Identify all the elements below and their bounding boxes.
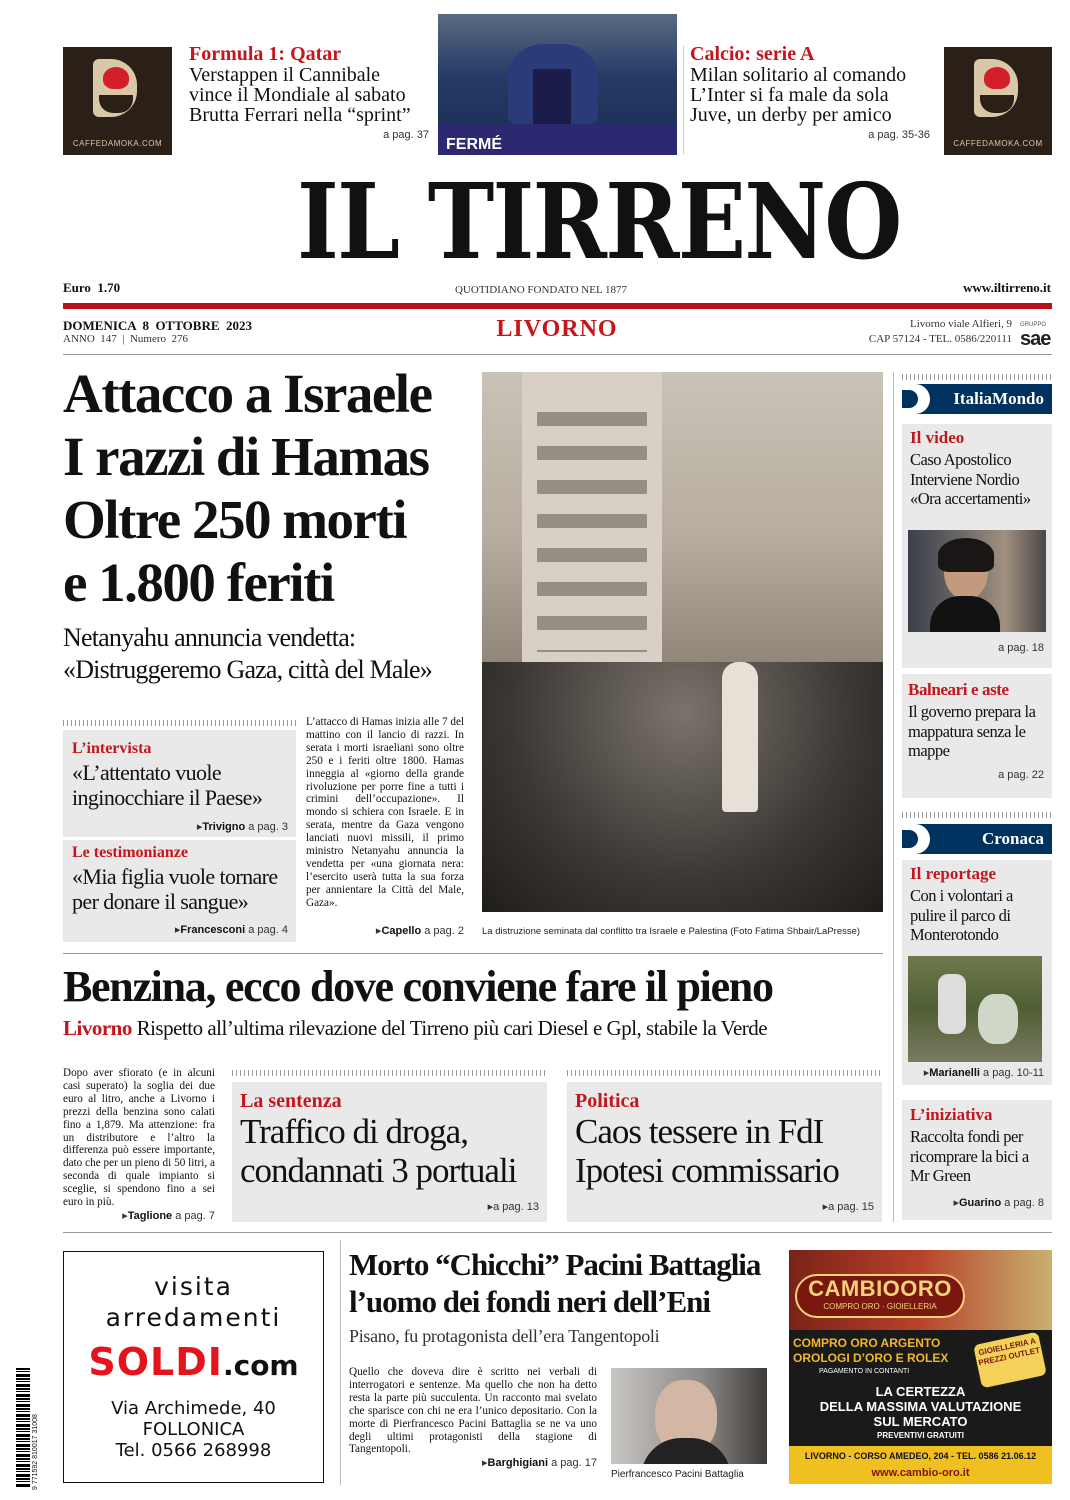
ad-line: SUL MERCATO — [873, 1414, 968, 1429]
sidebar-rule — [893, 372, 894, 1222]
tld: .com — [222, 1349, 299, 1382]
page-ref: a pag. 18 — [998, 642, 1044, 654]
author: Taglione — [127, 1210, 173, 1222]
page-ref: a pag. 4 — [248, 924, 288, 936]
item-title: Raccolta fondi per ricomprare la bici a Mr Green — [910, 1127, 1029, 1185]
ad-line: COMPRO ORO ARGENTO — [793, 1336, 941, 1350]
dots-rule — [63, 720, 296, 726]
address2: CAP 57124 - TEL. 0586/220111 — [868, 333, 1012, 345]
lead-byline: ▸Capello a pag. 2 — [375, 925, 464, 937]
brand-badge — [795, 1274, 965, 1318]
byline: ▸Marianelli a pag. 10-11 — [923, 1067, 1044, 1079]
pacini-headline[interactable] — [349, 1246, 779, 1320]
ad-line: DELLA MASSIMA VALUTAZIONE — [819, 1399, 1022, 1414]
title-line: Caos tessere in FdI — [575, 1112, 824, 1151]
kicker: La sentenza — [240, 1090, 342, 1112]
headline-line: Oltre 250 morti — [63, 489, 407, 550]
page-text: a pag. 13 — [493, 1201, 539, 1213]
top-story-calcio[interactable] — [690, 44, 930, 141]
line: Brutta Ferrari nella “sprint” — [189, 104, 411, 126]
subhead-line: Netanyahu annuncia vendetta: — [63, 623, 356, 652]
divider — [683, 46, 684, 154]
body-text: L’attacco di Hamas inizia alle 7 del mattino con il lancio di razzi. In serata i morti israeliani sono oltre 250 e i feriti oltre 1800. Hamas inneggia al «giorno della grande rivoluzione per porre fine a tutti i crimini dell’occupazione». Il mondo si schiera con Israele. E in serata, mentre da Gaza vengono lanciati nuovi missili, il primo ministro Netanyahu annuncia la vendetta per «una giornata nera: l’esercito userà tutta la sua forza per annientare la Città del Male, Gaza». — [306, 716, 465, 909]
side-item-balneari[interactable] — [902, 674, 1052, 798]
box-intervista[interactable] — [63, 730, 296, 837]
lead-body — [306, 716, 464, 910]
ad-tel: Tel. 0566 268998 — [115, 1440, 272, 1461]
headline-line: e 1.800 feriti — [63, 552, 334, 613]
title-line: condannati 3 portuali — [240, 1151, 517, 1190]
body-text: Quello che doveva dire è scritto nei verbali di interrogatori e sentenze. Ma quello che non ha detto resta la parte più succulenta. Un racconto mai svelato che sparisce con chi ne era l’unico depositario. Con la morte di Pierfrancesco Pacini Battaglia se ne va uno degli ultimi protagonisti della stagione di Tangentopoli. — [349, 1366, 597, 1456]
dots-rule — [567, 1070, 882, 1076]
box-title: «L’attentato vuole inginocchiare il Paese» — [72, 760, 263, 810]
ad-caffe-right[interactable] — [944, 47, 1052, 155]
soldi-logo — [64, 1340, 323, 1384]
kicker: Le testimonianze — [72, 844, 188, 861]
masthead-title: IL TIRRENO — [297, 160, 901, 283]
box-title: «Mia figlia vuole tornare per donare il sangue» — [72, 864, 278, 914]
photo-text: FERMÉ — [446, 136, 502, 153]
photo-monterotondo — [908, 956, 1042, 1062]
kicker: L’intervista — [72, 740, 152, 757]
byline: ▸Guarino a pag. 8 — [953, 1197, 1044, 1209]
caffe-cup-icon — [85, 59, 149, 129]
lead-headline[interactable] — [63, 362, 483, 614]
page-ref: a pag. 10-11 — [983, 1067, 1044, 1079]
author: Francesconi — [180, 924, 246, 936]
line: Verstappen il Cannibale — [189, 64, 381, 86]
ad-line: visita — [154, 1272, 233, 1301]
page-ref: a pag. 17 — [551, 1457, 597, 1469]
item-title: Il governo prepara la mappatura senza le mappe — [908, 702, 1036, 760]
page-ref: a pag. 8 — [1004, 1197, 1044, 1209]
pacini-byline: ▸Barghigiani a pag. 17 — [482, 1457, 597, 1469]
top-story-f1[interactable] — [189, 44, 429, 141]
box-sentenza[interactable] — [232, 1082, 547, 1222]
issue: ANNO 147 | Numero 276 — [63, 333, 189, 345]
page-ref: ▸a pag. 15 — [822, 1201, 874, 1213]
group-label: GRUPPO — [1020, 322, 1047, 328]
rule — [340, 1240, 341, 1485]
ad-line: arredamenti — [105, 1303, 282, 1332]
pacini-body — [349, 1366, 597, 1456]
page-text: a pag. 15 — [828, 1201, 874, 1213]
author: Trivigno — [202, 821, 246, 833]
headline-line: Morto “Chicchi” Pacini Battaglia — [349, 1247, 761, 1282]
box-politica[interactable] — [567, 1082, 882, 1222]
kicker: Il reportage — [910, 864, 997, 883]
kicker: L’iniziativa — [910, 1105, 993, 1124]
benzina-headline[interactable]: Benzina, ecco dove conviene fare il pieno — [63, 962, 773, 1011]
body-text: Dopo aver sfiorato (e in alcuni casi superato) la soglia dei due euro al litro, anche a Livorno i prezzi della benzina sono calati fino a 1,879. Ma attenzione: fra un distributore e l’altro la differenza può essere importante, dato che per un pieno di 50 litri, a seconda di quale impianto si sceglie, si spendono fino a sei euro in più. — [63, 1067, 215, 1209]
sub-text: Rispetto all’ultima rilevazione del Tirreno più cari Diesel e Gpl, stabile la Verde — [136, 1016, 768, 1040]
barcode — [16, 1368, 30, 1488]
kicker: Calcio: serie A — [690, 43, 815, 65]
dots-rule — [902, 812, 1052, 818]
line: Milan solitario al comando — [690, 64, 907, 86]
box-testimonianze[interactable] — [63, 840, 296, 942]
ad-line: LA CERTEZZA — [875, 1384, 966, 1399]
headline-line: l’uomo dei fondi neri dell’Eni — [349, 1284, 710, 1319]
subbrand: COMPRO ORO · GIOIELLERIA — [823, 1302, 937, 1311]
ad-line: LIVORNO - CORSO AMEDEO, 204 - TEL. 0586 21.06.12 — [804, 1451, 1037, 1461]
box-title — [240, 1112, 546, 1190]
headline-line: Attacco a Israele — [63, 363, 432, 424]
byline: ▸Francesconi a pag. 4 — [174, 924, 288, 936]
page-ref: a pag. 2 — [424, 925, 464, 937]
ad-website[interactable]: www.cambio-oro.it — [871, 1467, 970, 1479]
ad-caffe-left[interactable] — [63, 47, 172, 155]
brand: SOLDI — [88, 1340, 223, 1384]
caffe-cup-icon — [966, 59, 1030, 129]
photo-caption: La distruzione seminata dal conflitto tra Israele e Palestina (Foto Fatima Shbair/LaPresse) — [482, 926, 861, 937]
photo-apostolico — [908, 530, 1046, 632]
ad-brand: CAFFEDAMOKA.COM — [72, 139, 163, 148]
tagline: QUOTIDIANO FONDATO NEL 1877 — [454, 284, 627, 296]
ad-line: PREVENTIVI GRATUITI — [877, 1431, 964, 1440]
ad-addr: Via Archimede, 40 — [111, 1398, 276, 1419]
headline-line: I razzi di Hamas — [63, 426, 429, 487]
photo-caption: Pierfrancesco Pacini Battaglia — [611, 1469, 744, 1480]
kicker: Formula 1: Qatar — [189, 43, 342, 65]
page-ref: a pag. 22 — [998, 769, 1044, 781]
address1: Livorno viale Alfieri, 9 — [909, 318, 1012, 330]
line: L’Inter si fa male da sola — [690, 84, 889, 106]
kicker: Il video — [910, 428, 965, 447]
item-title: Caso Apostolico Interviene Nordio «Ora accertamenti» — [910, 450, 1031, 508]
benzina-body — [63, 1067, 215, 1209]
side-item-iniziativa[interactable] — [902, 1100, 1052, 1220]
line: Juve, un derby per amico — [690, 104, 892, 126]
rule — [63, 1232, 1052, 1233]
ad-cambiooro[interactable] — [789, 1250, 1052, 1484]
page-ref: a pag. 35-36 — [868, 129, 930, 141]
byline: ▸Trivigno a pag. 3 — [196, 821, 288, 833]
author: Marianelli — [929, 1067, 980, 1079]
price: Euro 1.70 — [63, 280, 121, 295]
section-cronaca[interactable] — [902, 824, 1052, 854]
author: Capello — [381, 925, 422, 937]
page-ref: a pag. 3 — [248, 821, 288, 833]
website-link[interactable]: www.iltirreno.it — [963, 280, 1051, 295]
brand: CAMBIOORO — [808, 1276, 952, 1301]
lead-subhead — [63, 622, 483, 686]
edition: LIVORNO — [496, 316, 618, 342]
ad-line: PAGAMENTO IN CONTANTI — [819, 1368, 910, 1375]
pacini-sub: Pisano, fu protagonista dell’era Tangentopoli — [349, 1326, 660, 1346]
page-ref: ▸a pag. 13 — [487, 1201, 539, 1213]
rule — [63, 953, 883, 954]
dots-rule — [232, 1070, 547, 1076]
title-line: Traffico di droga, — [240, 1112, 468, 1151]
line: vince il Mondiale al sabato — [189, 84, 406, 106]
author: Barghigiani — [487, 1457, 549, 1469]
side-item-reportage[interactable] — [902, 860, 1052, 1085]
benzina-sub — [63, 1016, 893, 1041]
sub-kicker: Livorno — [63, 1016, 132, 1040]
barcode-text: 9 771592 810017 31008 — [32, 1414, 39, 1490]
section-italiamondo[interactable] — [902, 384, 1052, 414]
outlet-badge: GIOIELLERIA A PREZZI OUTLET — [973, 1332, 1047, 1389]
title-line: Ipotesi commissario — [575, 1151, 839, 1190]
item-title: Con i volontari a pulire il parco di Monterotondo — [910, 886, 1013, 944]
ad-addr: FOLLONICA — [142, 1419, 245, 1440]
page-ref: a pag. 37 — [383, 129, 429, 141]
ad-line: OROLOGI D’ORO E ROLEX — [793, 1351, 949, 1365]
box-title — [575, 1112, 881, 1190]
date: DOMENICA 8 OTTOBRE 2023 — [63, 318, 253, 333]
page-ref: a pag. 7 — [175, 1210, 215, 1222]
section-label: ItaliaMondo — [953, 389, 1044, 408]
ad-brand: CAFFEDAMOKA.COM — [953, 139, 1043, 148]
kicker: Balneari e aste — [908, 680, 1009, 699]
photo-gaza — [482, 372, 883, 912]
kicker: Politica — [575, 1090, 640, 1112]
photo-f1 — [438, 14, 677, 155]
side-item-video[interactable] — [902, 424, 1052, 668]
masthead-rule — [63, 303, 1052, 309]
photo-pacini — [611, 1368, 767, 1464]
dots-rule — [902, 374, 1052, 380]
author: Guarino — [959, 1197, 1002, 1209]
ad-soldi[interactable] — [63, 1251, 324, 1483]
sae-logo: sae — [1020, 328, 1051, 350]
benzina-byline: ▸Taglione a pag. 7 — [122, 1210, 215, 1222]
rule — [63, 354, 1052, 355]
subhead-line: «Distruggeremo Gaza, città del Male» — [63, 655, 432, 684]
section-label: Cronaca — [981, 829, 1044, 848]
